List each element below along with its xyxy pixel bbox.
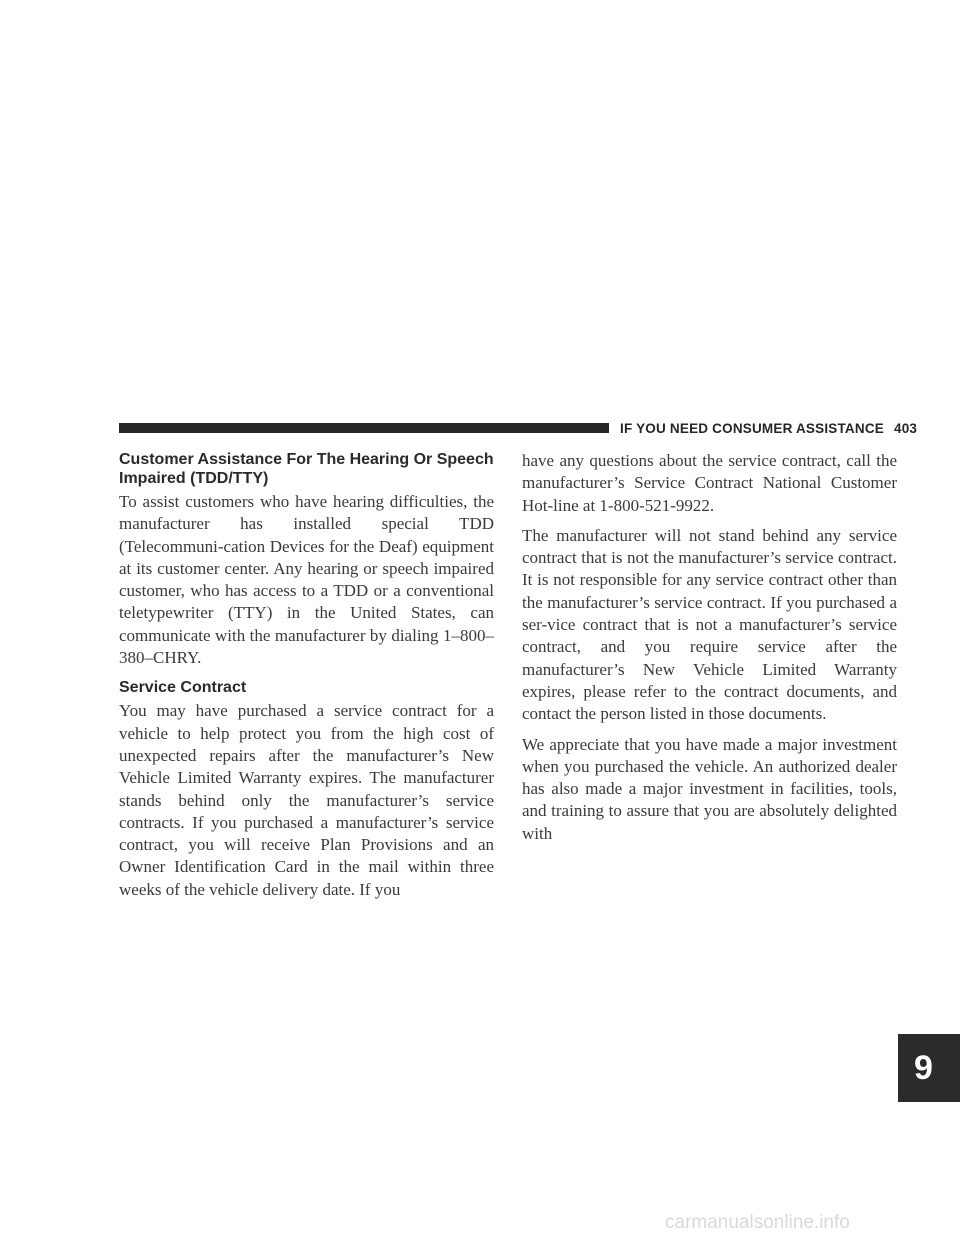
heading-service-contract: Service Contract bbox=[119, 679, 247, 697]
paragraph-investment: We appreciate that you have made a major investment when you purchased the vehicle. An authorized dealer has also made a major investment in facilities, tools, and training to assure that you are absolutely delighted with bbox=[522, 734, 897, 843]
paragraph-tdd-tty: To assist customers who have hearing difficulties, the manufacturer has installed special TDD (Telecommuni-cation Devices for the Deaf) equipment at its customer center. Any hearing or speech impaired customer, who has access to a TDD or a conventional teletypewriter (TTY) in the United States, can communicate with the manufacturer by dialing 1–800–380–CHRY. bbox=[119, 492, 494, 668]
header-rule bbox=[119, 423, 609, 433]
page-number: 403 bbox=[893, 421, 918, 436]
chapter-number: 9 bbox=[914, 1049, 933, 1087]
paragraph-hotline: have any questions about the service contract, call the manufacturer’s Service Contract National Customer Hot-line at 1-800-521-9922. bbox=[522, 451, 897, 515]
section-title: IF YOU NEED CONSUMER ASSISTANCE bbox=[620, 421, 884, 436]
chapter-tab bbox=[898, 1034, 960, 1102]
right-column bbox=[522, 450, 897, 853]
paragraph-other-contracts: The manufacturer will not stand behind any service contract that is not the manufacturer’s service contract. It is not responsible for any service contract other than the manufacturer’s service contract. If you purchased a ser-vice contract that is not a manufacturer’s service contract, and you require service after the manufacturer’s New Vehicle Limited Warranty expires, please refer to the contract documents, and contact the person listed in those documents. bbox=[522, 525, 897, 724]
running-header bbox=[620, 421, 917, 437]
paragraph-service-contract: You may have purchased a service contract for a vehicle to help protect you from the high cost of unexpected repairs after the manufacturer’s New Vehicle Limited Warranty expires. The manufacturer stands behind only the manufacturer’s service contracts. If you purchased a manufacturer’s service contract, you will receive Plan Provisions and an Owner Identification Card in the mail within three weeks of the vehicle delivery date. If you bbox=[119, 701, 494, 899]
watermark: carmanualsonline.info bbox=[665, 1212, 850, 1233]
heading-tdd-tty: Customer Assistance For The Hearing Or Speech Impaired (TDD/TTY) bbox=[119, 451, 494, 487]
left-column bbox=[119, 450, 494, 909]
